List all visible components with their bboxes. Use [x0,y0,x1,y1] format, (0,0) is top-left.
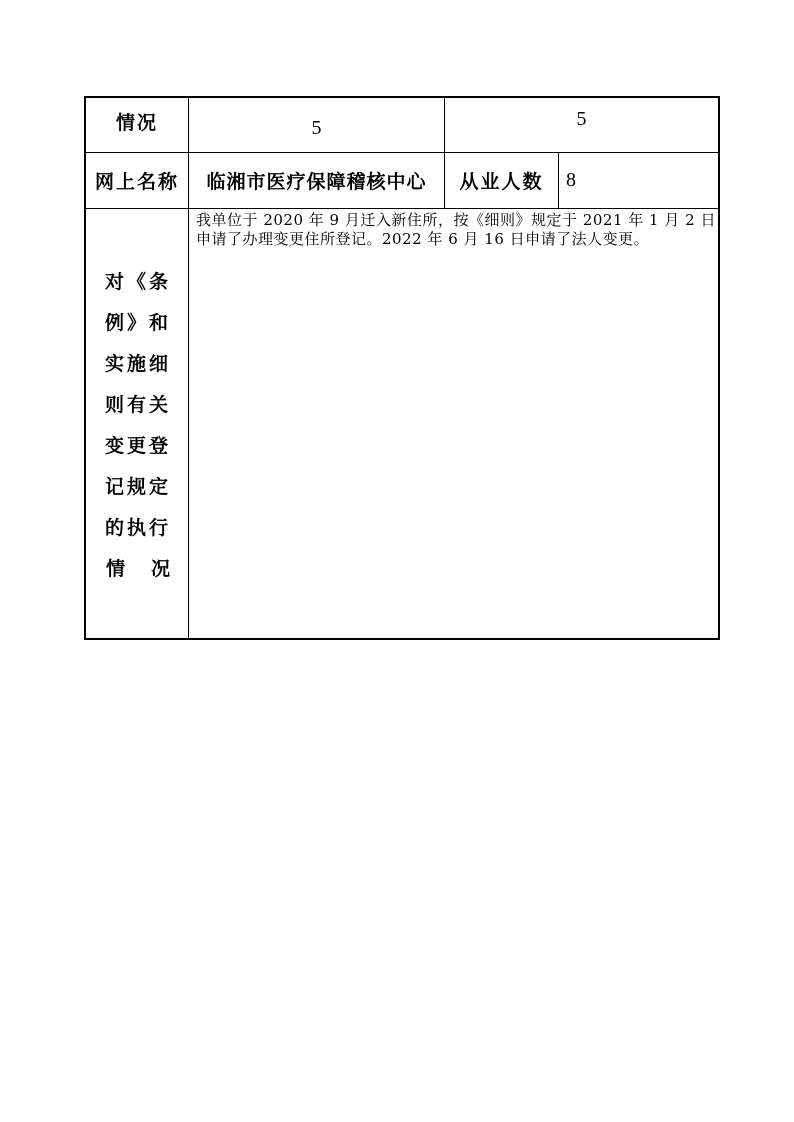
org-name-value: 临湘市医疗保障稽核中心 [206,171,427,193]
row-divider-2 [86,208,718,209]
row3-label-line: 变更登 [104,435,171,457]
row3-label-line: 记规定 [104,476,171,498]
row3-label [86,210,196,640]
row2-count-divider [558,153,559,208]
change-registration-description: 我单位于 2020 年 9 月迁入新住所，按《细则》规定于 2021 年 1 月 2 日申请了办理变更住所登记。2022 年 6 月 16 日申请了法人变更。 [196,211,716,248]
row3-label-line: 例》和 [104,312,171,334]
row3-label-line: 实施细 [104,353,171,375]
row2-label: 网上名称 [94,171,179,193]
employees-label: 从业人数 [459,171,544,193]
row3-label-line: 情况 [105,558,196,580]
row1-value-right: 5 [576,107,587,130]
row3-label-line: 对《条 [104,271,171,293]
row3-label-line: 的执行 [104,517,171,539]
row1-label: 情况 [115,111,158,134]
registration-form-table [84,96,720,640]
employees-value: 8 [566,169,576,191]
row3-label-line: 则有关 [104,394,171,416]
row1-value-left: 5 [311,116,322,139]
